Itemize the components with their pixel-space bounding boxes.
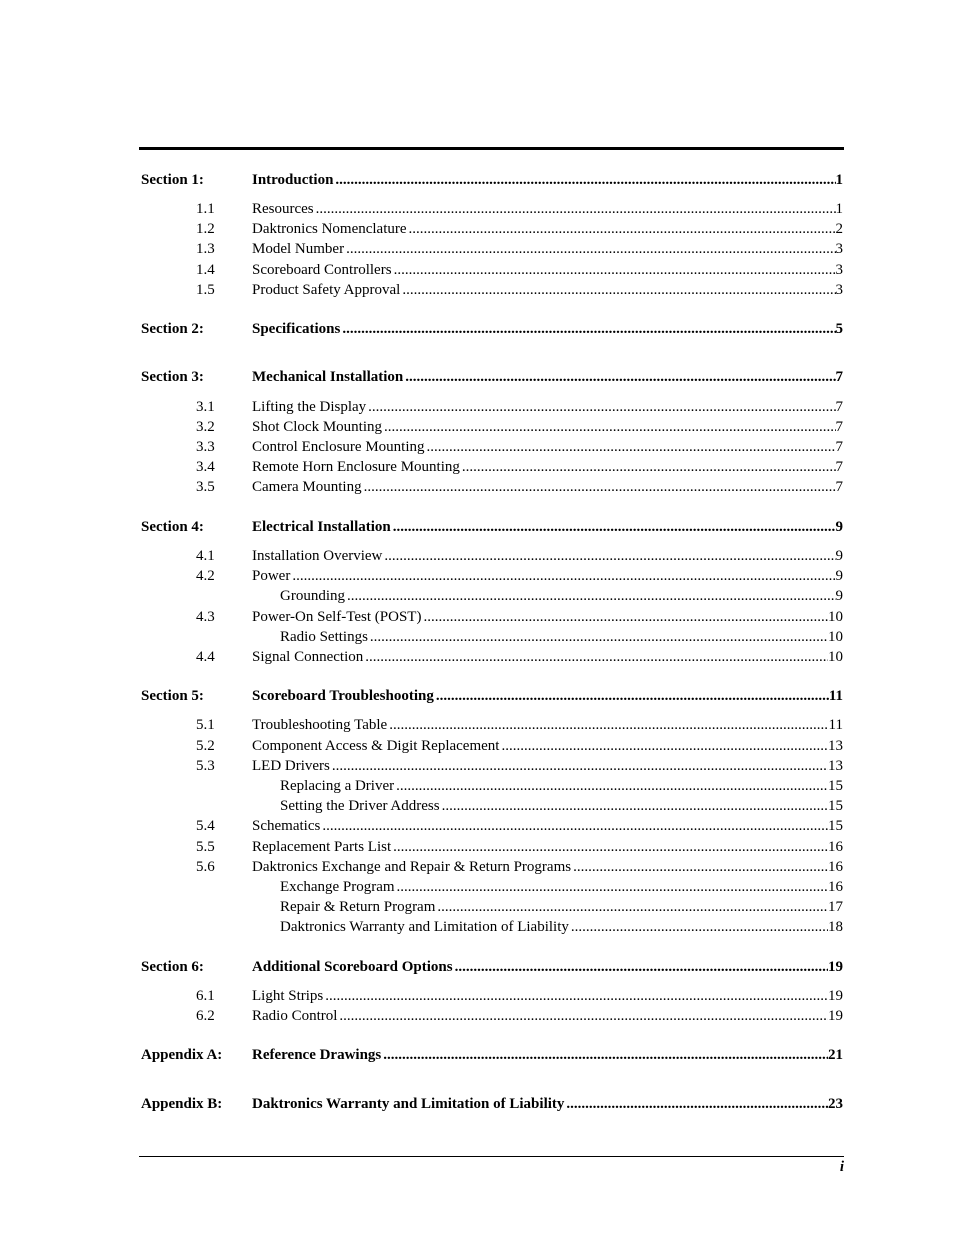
toc-section-entry[interactable] xyxy=(0,367,954,387)
toc-entry-title: Light Strips xyxy=(252,988,324,1004)
toc-entry[interactable] xyxy=(0,776,954,796)
dot-leader xyxy=(384,417,835,437)
dot-leader xyxy=(442,796,828,816)
toc-entry[interactable] xyxy=(0,857,954,877)
toc-entry[interactable] xyxy=(0,897,954,917)
toc-entry-number: Section 2: xyxy=(141,321,204,337)
toc-entry-number: 4.3 xyxy=(196,609,215,625)
dot-leader xyxy=(394,260,836,280)
dot-leader xyxy=(397,877,828,897)
toc-entry-line xyxy=(280,877,843,897)
toc-entry-page: 16 xyxy=(828,879,843,895)
toc-entry-page: 9 xyxy=(835,519,843,535)
toc-entry[interactable] xyxy=(0,566,954,586)
toc-entry-number: Section 4: xyxy=(141,519,204,535)
toc-entry-number: 4.4 xyxy=(196,649,215,665)
toc-entry-number: 1.2 xyxy=(196,221,215,237)
toc-entry[interactable] xyxy=(0,756,954,776)
toc-section-entry[interactable] xyxy=(0,517,954,537)
toc-entry[interactable] xyxy=(0,647,954,667)
toc-entry-page: 18 xyxy=(828,919,843,935)
toc-entry-line xyxy=(252,239,843,259)
toc-entry-page: 7 xyxy=(835,479,843,495)
toc-entry-title: Exchange Program xyxy=(280,879,395,895)
toc-entry-title: Grounding xyxy=(280,588,345,604)
toc-entry-number: Section 3: xyxy=(141,369,204,385)
dot-leader xyxy=(501,736,828,756)
dot-leader xyxy=(384,546,835,566)
dot-leader xyxy=(316,199,836,219)
toc-entry-number: 4.2 xyxy=(196,568,215,584)
dot-leader xyxy=(455,957,828,977)
toc-entry-title: Additional Scoreboard Options xyxy=(252,959,453,975)
toc-entry-number: 5.3 xyxy=(196,758,215,774)
toc-entry-page: 13 xyxy=(828,738,843,754)
toc-entry-line xyxy=(252,517,843,537)
toc-entry-number: 5.5 xyxy=(196,839,215,855)
toc-entry[interactable] xyxy=(0,917,954,937)
dot-leader xyxy=(292,566,835,586)
toc-entry-page: 5 xyxy=(835,321,843,337)
top-rule xyxy=(139,147,844,150)
toc-entry-title: Power-On Self-Test (POST) xyxy=(252,609,422,625)
toc-entry-line xyxy=(252,457,843,477)
toc-entry-title: Scoreboard Troubleshooting xyxy=(252,688,434,704)
toc-entry-line xyxy=(280,586,843,606)
toc-entry[interactable] xyxy=(0,816,954,836)
toc-entry-title: Scoreboard Controllers xyxy=(252,262,392,278)
toc-entry[interactable] xyxy=(0,280,954,300)
toc-entry-page: 2 xyxy=(835,221,843,237)
toc-entry-page: 16 xyxy=(828,839,843,855)
toc-entry-page: 10 xyxy=(828,609,843,625)
toc-entry-number: 1.3 xyxy=(196,241,215,257)
toc-entry-page: 16 xyxy=(828,859,843,875)
dot-leader xyxy=(427,437,836,457)
toc-entry[interactable] xyxy=(0,877,954,897)
toc-entry-number: 4.1 xyxy=(196,548,215,564)
toc-entry-number: Appendix A: xyxy=(141,1047,223,1063)
toc-section-entry[interactable] xyxy=(0,1045,954,1065)
toc-entry[interactable] xyxy=(0,477,954,497)
toc-section-entry[interactable] xyxy=(0,319,954,339)
toc-entry-number: 3.1 xyxy=(196,399,215,415)
toc-entry-number: 5.6 xyxy=(196,859,215,875)
toc-entry[interactable] xyxy=(0,1006,954,1026)
toc-entry-number: Section 1: xyxy=(141,172,204,188)
dot-leader xyxy=(423,607,828,627)
dot-leader xyxy=(368,397,835,417)
toc-entry-number: Appendix B: xyxy=(141,1096,223,1112)
dot-leader xyxy=(325,986,828,1006)
toc-entry-line xyxy=(252,1094,843,1114)
toc-entry-line xyxy=(252,260,843,280)
toc-entry-page: 15 xyxy=(828,778,843,794)
toc-section-entry[interactable] xyxy=(0,170,954,190)
dot-leader xyxy=(437,897,828,917)
toc-section-entry[interactable] xyxy=(0,957,954,977)
toc-entry-title: Troubleshooting Table xyxy=(252,717,388,733)
toc-entry[interactable] xyxy=(0,219,954,239)
page-number: i xyxy=(839,1159,844,1175)
dot-leader xyxy=(393,837,828,857)
toc-entry[interactable] xyxy=(0,627,954,647)
toc-entry-line xyxy=(252,280,843,300)
dot-leader xyxy=(389,715,828,735)
toc-entry-number: 1.4 xyxy=(196,262,215,278)
toc-entry-title: Resources xyxy=(252,201,314,217)
toc-entry[interactable] xyxy=(0,546,954,566)
toc-entry-title: Reference Drawings xyxy=(252,1047,382,1063)
toc-entry-title: Electrical Installation xyxy=(252,519,391,535)
dot-leader xyxy=(364,477,836,497)
toc-entry-page: 11 xyxy=(828,717,843,733)
dot-leader xyxy=(396,776,828,796)
toc-section-entry[interactable] xyxy=(0,686,954,706)
toc-entry-title: Radio Control xyxy=(252,1008,338,1024)
toc-entry-title: Daktronics Warranty and Limitation of Liability xyxy=(252,1096,565,1112)
dot-leader xyxy=(383,1045,828,1065)
dot-leader xyxy=(566,1094,828,1114)
toc-entry-line xyxy=(252,477,843,497)
toc-entry-page: 13 xyxy=(828,758,843,774)
toc-entry-title: Model Number xyxy=(252,241,345,257)
toc-entry-page: 23 xyxy=(828,1096,843,1112)
toc-entry-title: Remote Horn Enclosure Mounting xyxy=(252,459,460,475)
toc-entry-line xyxy=(252,417,843,437)
toc-entry-page: 7 xyxy=(835,369,843,385)
toc-entry-number: 3.4 xyxy=(196,459,215,475)
toc-entry-title: Shot Clock Mounting xyxy=(252,419,383,435)
toc-entry[interactable] xyxy=(0,199,954,219)
toc-entry-line xyxy=(252,607,843,627)
toc-entry-page: 3 xyxy=(835,241,843,257)
toc-entry-line xyxy=(252,686,843,706)
toc-entry-line xyxy=(252,647,843,667)
toc-entry[interactable] xyxy=(0,586,954,606)
dot-leader xyxy=(347,586,836,606)
toc-entry-number: Section 5: xyxy=(141,688,204,704)
toc-entry-page: 17 xyxy=(828,899,843,915)
toc-entry-title: Mechanical Installation xyxy=(252,369,404,385)
toc-entry-page: 15 xyxy=(828,798,843,814)
toc-entry-line xyxy=(252,837,843,857)
toc-entry-line xyxy=(252,857,843,877)
toc-entry-title: Setting the Driver Address xyxy=(280,798,440,814)
toc-entry-number: 5.1 xyxy=(196,717,215,733)
dot-leader xyxy=(402,280,835,300)
toc-entry[interactable] xyxy=(0,986,954,1006)
toc-entry-line xyxy=(252,736,843,756)
toc-entry-line xyxy=(252,319,843,339)
toc-entry-line xyxy=(252,1006,843,1026)
toc-entry[interactable] xyxy=(0,607,954,627)
toc-entry-page: 19 xyxy=(828,988,843,1004)
toc-entry-title: Power xyxy=(252,568,291,584)
toc-entry-page: 3 xyxy=(835,262,843,278)
toc-entry[interactable] xyxy=(0,715,954,735)
dot-leader xyxy=(332,756,828,776)
dot-leader xyxy=(573,857,828,877)
toc-entry[interactable] xyxy=(0,397,954,417)
dot-leader xyxy=(436,686,829,706)
toc-entry-title: Installation Overview xyxy=(252,548,383,564)
toc-entry-page: 7 xyxy=(835,419,843,435)
toc-entry-page: 1 xyxy=(835,172,843,188)
toc-entry-number: 3.5 xyxy=(196,479,215,495)
toc-entry-number: 5.4 xyxy=(196,818,215,834)
dot-leader xyxy=(342,319,835,339)
toc-entry-line xyxy=(252,756,843,776)
toc-entry-page: 11 xyxy=(828,688,843,704)
toc-entry-title: Camera Mounting xyxy=(252,479,362,495)
toc-entry-title: Introduction xyxy=(252,172,334,188)
toc-entry-page: 15 xyxy=(828,818,843,834)
toc-entry-line xyxy=(280,796,843,816)
dot-leader xyxy=(365,647,828,667)
toc-entry-page: 19 xyxy=(828,959,843,975)
toc-entry-page: 9 xyxy=(835,588,843,604)
dot-leader xyxy=(322,816,828,836)
toc-entry-line xyxy=(280,776,843,796)
toc-entry-title: Repair & Return Program xyxy=(280,899,436,915)
toc-entry-number: 1.1 xyxy=(196,201,215,217)
toc-entry-title: Lifting the Display xyxy=(252,399,367,415)
toc-entry-page: 1 xyxy=(835,201,843,217)
toc-entry-number: 6.2 xyxy=(196,1008,215,1024)
dot-leader xyxy=(571,917,828,937)
toc-entry-title: Radio Settings xyxy=(280,629,368,645)
toc-entry[interactable] xyxy=(0,239,954,259)
toc-entry-number: 3.2 xyxy=(196,419,215,435)
dot-leader xyxy=(405,367,835,387)
toc-entry-line xyxy=(252,199,843,219)
toc-entry-line xyxy=(252,170,843,190)
toc-entry-title: Component Access & Digit Replacement xyxy=(252,738,500,754)
toc-entry-title: Specifications xyxy=(252,321,341,337)
dot-leader xyxy=(462,457,836,477)
toc-entry-line xyxy=(252,219,843,239)
toc-entry-page: 9 xyxy=(835,548,843,564)
toc-entry-page: 7 xyxy=(835,439,843,455)
toc-entry-line xyxy=(252,397,843,417)
toc-entry-title: LED Drivers xyxy=(252,758,330,774)
toc-entry-title: Daktronics Nomenclature xyxy=(252,221,407,237)
toc-entry-page: 9 xyxy=(835,568,843,584)
toc-entry-title: Daktronics Warranty and Limitation of Liability xyxy=(280,919,569,935)
toc-entry-page: 21 xyxy=(828,1047,843,1063)
toc-entry[interactable] xyxy=(0,796,954,816)
toc-entry-title: Signal Connection xyxy=(252,649,364,665)
toc-entry-title: Replacing a Driver xyxy=(280,778,395,794)
toc-entry-number: 6.1 xyxy=(196,988,215,1004)
toc-entry[interactable] xyxy=(0,417,954,437)
toc-entry-title: Daktronics Exchange and Repair & Return Programs xyxy=(252,859,572,875)
dot-leader xyxy=(393,517,836,537)
toc-entry-line xyxy=(280,897,843,917)
toc-entry-title: Schematics xyxy=(252,818,321,834)
toc-entry-line xyxy=(280,627,843,647)
dot-leader xyxy=(370,627,828,647)
toc-entry-number: 3.3 xyxy=(196,439,215,455)
toc-entry-line xyxy=(252,566,843,586)
dot-leader xyxy=(335,170,835,190)
toc-entry-line xyxy=(280,917,843,937)
dot-leader xyxy=(409,219,836,239)
toc-section-entry[interactable] xyxy=(0,1094,954,1114)
toc-entry-page: 3 xyxy=(835,282,843,298)
toc-entry-line xyxy=(252,437,843,457)
toc-entry[interactable] xyxy=(0,457,954,477)
toc-entry-number: 5.2 xyxy=(196,738,215,754)
toc-entry-line xyxy=(252,1045,843,1065)
toc-entry-title: Replacement Parts List xyxy=(252,839,392,855)
toc-entry[interactable] xyxy=(0,837,954,857)
toc-entry-number: 1.5 xyxy=(196,282,215,298)
toc-entry-title: Control Enclosure Mounting xyxy=(252,439,425,455)
dot-leader xyxy=(346,239,835,259)
toc-entry[interactable] xyxy=(0,260,954,280)
toc-entry-title: Product Safety Approval xyxy=(252,282,401,298)
footer-rule xyxy=(139,1156,844,1157)
toc-entry-line xyxy=(252,367,843,387)
toc-entry[interactable] xyxy=(0,736,954,756)
toc-entry-page: 10 xyxy=(828,649,843,665)
toc-entry-number: Section 6: xyxy=(141,959,204,975)
toc-entry-line xyxy=(252,986,843,1006)
toc-entry-line xyxy=(252,546,843,566)
toc-entry-line xyxy=(252,816,843,836)
toc-entry-page: 7 xyxy=(835,399,843,415)
dot-leader xyxy=(339,1006,828,1026)
toc-entry[interactable] xyxy=(0,437,954,457)
toc-entry-line xyxy=(252,957,843,977)
toc-entry-page: 10 xyxy=(828,629,843,645)
toc-entry-page: 7 xyxy=(835,459,843,475)
toc-entry-page: 19 xyxy=(828,1008,843,1024)
toc-entry-line xyxy=(252,715,843,735)
